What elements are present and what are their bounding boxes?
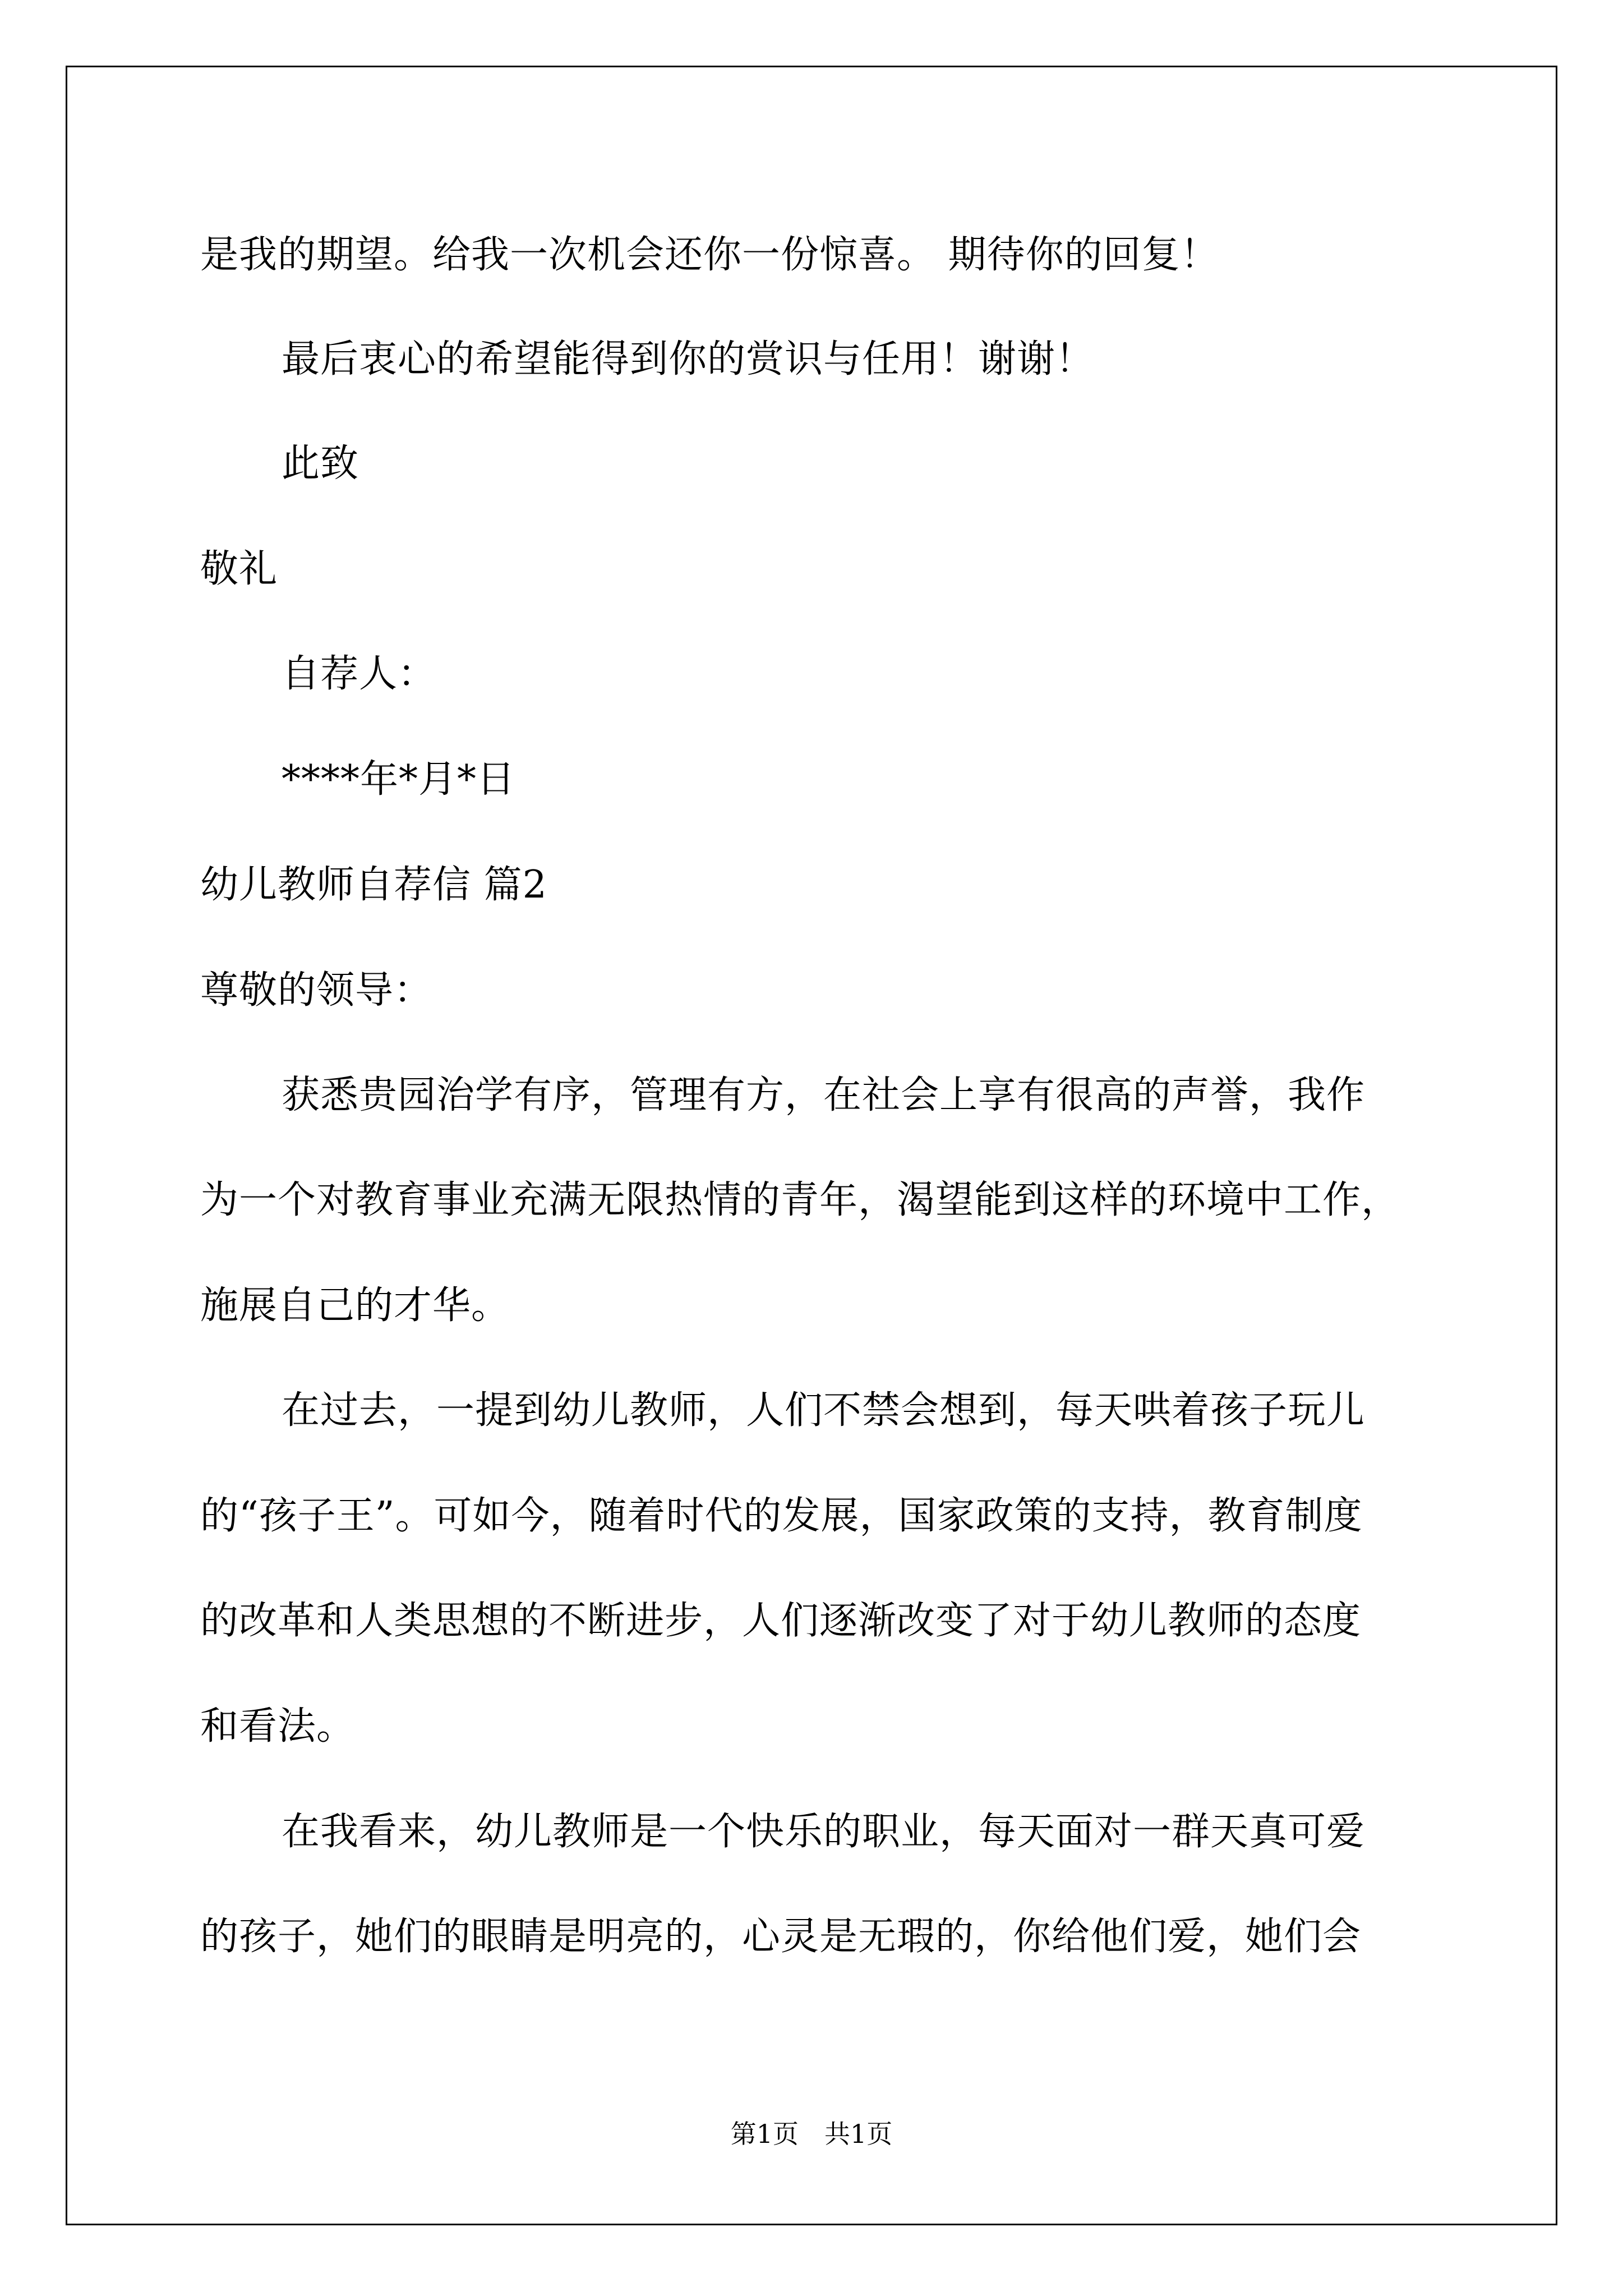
text-line: 的孩子，她们的眼睛是明亮的，心灵是无瑕的，你给他们爱，她们会 <box>200 1915 1362 1959</box>
text-line: 的“孩子王”。可如今，随着时代的发展，国家政策的支持，教育制度 <box>200 1494 1363 1538</box>
text-line: 获悉贵园治学有序，管理有方，在社会上享有很高的声誉，我作 <box>282 1073 1366 1117</box>
text-line: ****年*月*日 <box>282 757 516 802</box>
page-border <box>66 66 1557 2225</box>
salutation: 尊敬的领导： <box>200 968 433 1013</box>
text-line: 此致 <box>282 441 359 486</box>
text-line: 的改革和人类思想的不断进步，人们逐渐改变了对于幼儿教师的态度 <box>200 1599 1362 1643</box>
page-number: 第1页 共1页 <box>730 2119 893 2149</box>
text-line: 在过去，一提到幼儿教师，人们不禁会想到，每天哄着孩子玩儿 <box>282 1388 1366 1433</box>
text-line: 敬礼 <box>200 547 278 591</box>
text-line: 和看法。 <box>200 1704 356 1749</box>
text-line: 在我看来，幼儿教师是一个快乐的职业，每天面对一群天真可爱 <box>282 1810 1366 1854</box>
text-line: 是我的期望。给我一次机会还你一份惊喜。 期待你的回复！ <box>200 233 1219 277</box>
text-line: 施展自己的才华。 <box>200 1283 510 1328</box>
text-line: 最后衷心的希望能得到你的赏识与任用！谢谢！ <box>282 337 1095 381</box>
text-line: 为一个对教育事业充满无限热情的青年，渴望能到这样的环境中工作， <box>200 1178 1400 1222</box>
section-heading: 幼儿教师自荐信 篇2 <box>200 863 547 907</box>
text-line: 自荐人： <box>282 652 437 696</box>
